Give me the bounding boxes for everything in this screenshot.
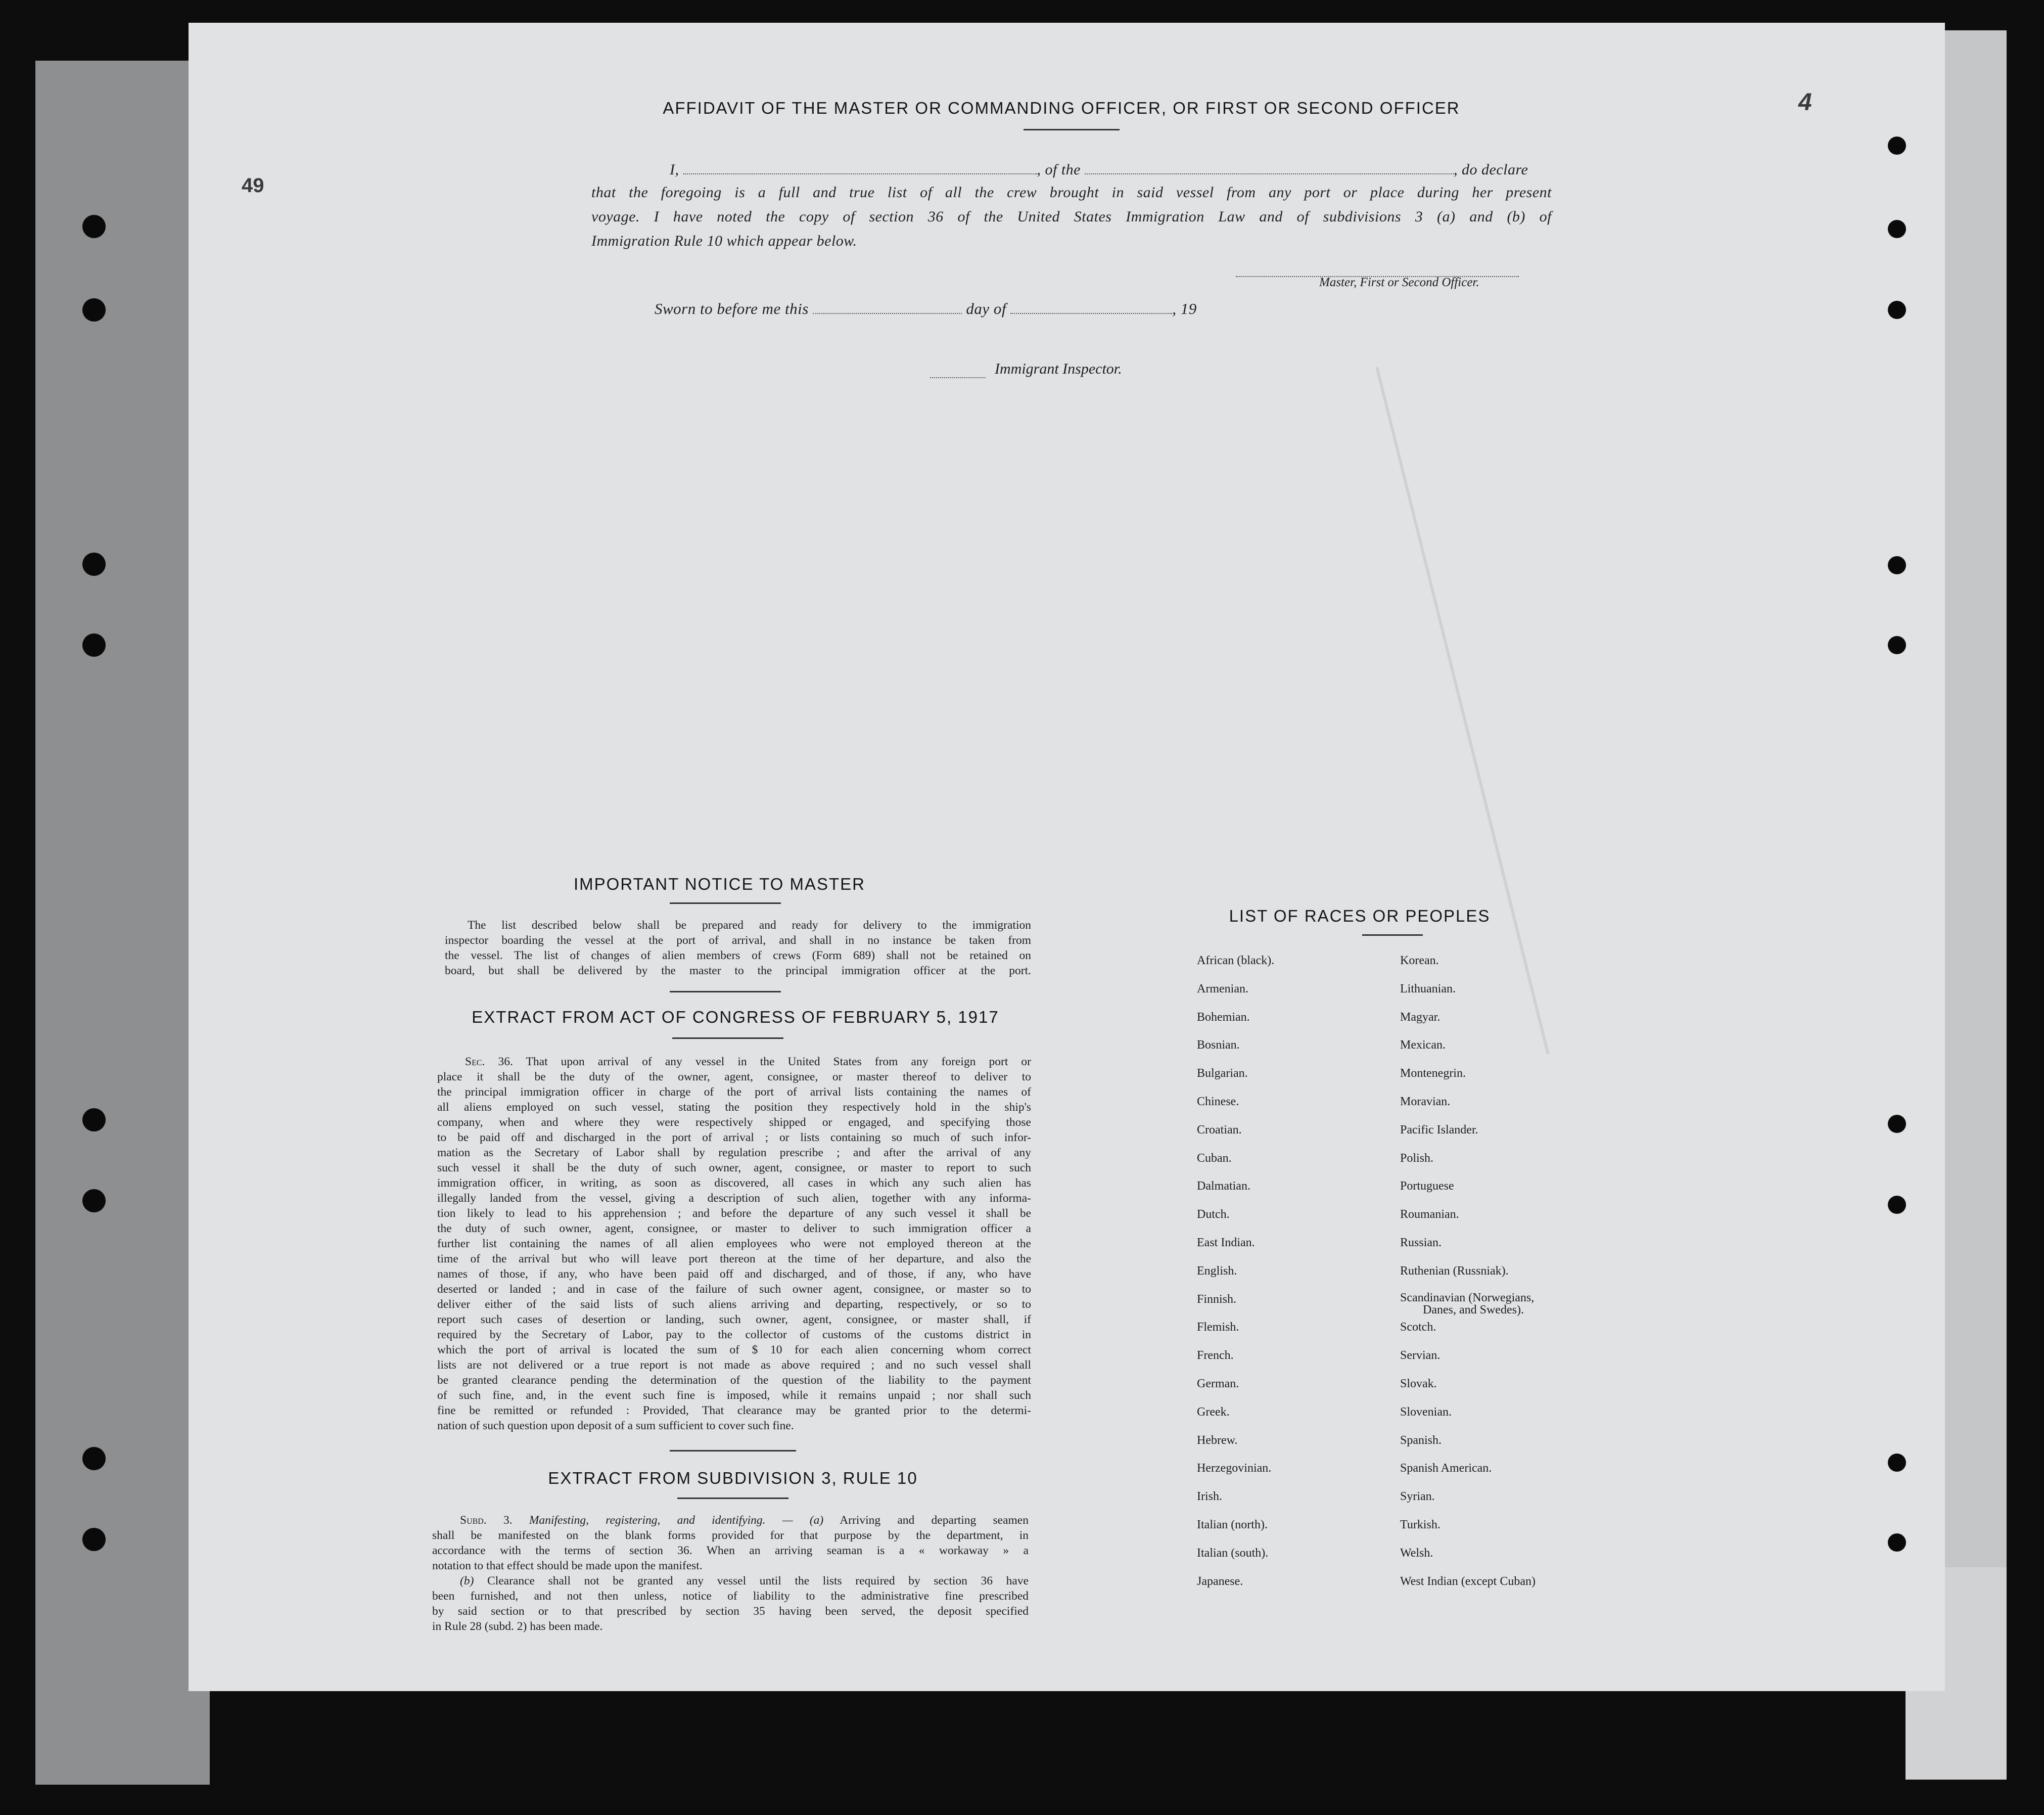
notice-line: inspector boarding the vessel at the port of arrival, and shall in no instance be taken from <box>445 934 1031 947</box>
act-line-first <box>437 1054 1031 1069</box>
act-line: immigration officer, in writing, as soon as discovered, all cases in which any such alien has <box>437 1176 1031 1190</box>
binder-hole <box>82 1447 106 1470</box>
page-number: 4 <box>1798 89 1812 116</box>
rule-line: Clearance shall not be granted any vessel until the lists required by section 36 have <box>487 1574 1029 1587</box>
affidavit-body-1: that the foregoing is a full and true list of all the crew brought in said vessel from any port or place during her present <box>591 184 1552 201</box>
act-line: further list containing the names of all alien employees who were not employed thereon at the <box>437 1237 1031 1250</box>
rule-line: by said section or to that prescribed by section 35 having been served, the deposit specified <box>432 1605 1029 1618</box>
race-item: African (black). <box>1197 954 1275 967</box>
race-item: Croatian. <box>1197 1123 1242 1137</box>
race-item: French. <box>1197 1349 1234 1363</box>
rule-heading-rule <box>677 1498 788 1499</box>
notice-line: the vessel. The list of changes of alien members of crews (Form 689) shall not be retained on <box>445 949 1031 962</box>
race-item: Magyar. <box>1400 1010 1441 1024</box>
sworn-year: , 19 <box>1172 300 1197 317</box>
race-item: Moravian. <box>1400 1095 1451 1108</box>
race-item-continuation: Danes, and Swedes). <box>1423 1303 1524 1317</box>
race-item: Turkish. <box>1400 1518 1441 1531</box>
rule-body <box>432 1513 1029 1634</box>
act-line: fine be remitted or refunded : Provided, That clearance may be granted prior to the determi- <box>437 1404 1031 1417</box>
act-heading: EXTRACT FROM ACT OF CONGRESS OF FEBRUARY 5, 1917 <box>472 1008 999 1026</box>
act-heading-rule <box>672 1037 783 1039</box>
race-item: Herzegovinian. <box>1197 1462 1272 1475</box>
binder-hole <box>82 1189 106 1212</box>
race-item: Ruthenian (Russniak). <box>1400 1264 1509 1278</box>
race-item: Flemish. <box>1197 1321 1239 1334</box>
act-line: required by the Secretary of Labor, pay to the collector of customs of the customs district in <box>437 1328 1031 1341</box>
b-label: (b) <box>460 1574 474 1587</box>
month-blank <box>1010 312 1172 314</box>
rule-line: shall be manifested on the blank forms provided for that purpose by the department, in <box>432 1529 1029 1542</box>
race-item: Bohemian. <box>1197 1010 1250 1024</box>
race-item: Roumanian. <box>1400 1208 1459 1221</box>
section-label: Sec. 36. <box>465 1055 513 1068</box>
act-separator-rule <box>670 1450 796 1451</box>
binder-hole <box>1888 301 1906 319</box>
race-item: Bosnian. <box>1197 1038 1240 1052</box>
bleed-through-handwriting <box>1375 306 1795 1055</box>
notice-body <box>445 918 1031 978</box>
notice-separator-rule <box>670 991 781 992</box>
affidavit-body-3: Immigration Rule 10 which appear below. <box>591 233 857 249</box>
rule-line-first <box>432 1513 1029 1528</box>
act-line: tion likely to lead to his apprehension ; and before the departure of any such vessel it shall be <box>437 1207 1031 1220</box>
race-item: Syrian. <box>1400 1490 1435 1504</box>
act-line: deliver either of the said lists of such aliens arriving and departing, respectively, or so to <box>437 1298 1031 1311</box>
name-blank <box>683 173 1037 174</box>
act-line: time of the arrival but who will leave port thereon at the time of her departure, and also the <box>437 1252 1031 1265</box>
race-item: Scandinavian (Norwegians, <box>1400 1291 1535 1304</box>
race-item: Lithuanian. <box>1400 982 1456 995</box>
act-line: illegally landed from the vessel, giving a description of such alien, together with any informa- <box>437 1192 1031 1205</box>
race-item: Mexican. <box>1400 1038 1446 1052</box>
race-item: English. <box>1197 1264 1237 1278</box>
affidavit-heading: AFFIDAVIT OF THE MASTER OR COMMANDING OFFICER, OR FIRST OR SECOND OFFICER <box>663 99 1460 117</box>
sworn-line <box>655 296 1261 322</box>
races-right-column <box>1400 953 1536 1602</box>
binder-hole <box>82 1528 106 1551</box>
sworn-day-of: day of <box>966 300 1006 317</box>
race-item: Russian. <box>1400 1236 1442 1249</box>
binder-hole <box>1888 1454 1906 1472</box>
act-line: That upon arrival of any vessel in the United States from any foreign port or <box>526 1055 1032 1068</box>
race-item: Japanese. <box>1197 1574 1243 1588</box>
affidavit-body-2: voyage. I have noted the copy of section 36 of the United States Immigration Law and of subdivisions 3 (a) and (b) of <box>591 208 1552 225</box>
act-line: nation of such question upon deposit of a sum sufficient to cover such fine. <box>437 1419 794 1432</box>
act-line: report such cases of desertion or landing, such owner, agent, consignee, or master shall, if <box>437 1313 1031 1326</box>
race-item: Italian (south). <box>1197 1546 1269 1560</box>
race-item: Korean. <box>1400 954 1439 967</box>
binder-hole <box>82 1108 106 1131</box>
race-item: Servian. <box>1400 1349 1441 1363</box>
race-item: East Indian. <box>1197 1236 1255 1249</box>
race-item: Slovak. <box>1400 1377 1437 1390</box>
rule-line: accordance with the terms of section 36. When an arriving seaman is a « workaway » a <box>432 1544 1029 1557</box>
subd-label: Subd. 3. <box>460 1514 513 1527</box>
binder-hole <box>82 633 106 657</box>
binder-hole <box>1888 1533 1906 1552</box>
race-item: Spanish. <box>1400 1433 1442 1447</box>
inspector-label: Immigrant Inspector. <box>995 360 1122 377</box>
race-item: West Indian (except Cuban) <box>1400 1574 1536 1588</box>
binder-hole <box>82 215 106 238</box>
notice-heading-rule <box>670 902 781 904</box>
act-line: lists are not delivered or a true report is not made as above required ; and no such vessel shall <box>437 1358 1031 1372</box>
inspector-signature-blank <box>930 377 986 378</box>
race-item: Pacific Islander. <box>1400 1123 1478 1137</box>
act-line: company, when and where they were respectively shipped or engaged, and specifying those <box>437 1116 1031 1129</box>
binder-hole <box>1888 137 1906 155</box>
binder-hole <box>1888 220 1906 238</box>
underlying-page-left <box>35 61 210 1785</box>
act-line: such vessel it shall be the duty of such owner, agent, consignee, or master to report to such <box>437 1161 1031 1174</box>
race-item: Dutch. <box>1197 1208 1230 1221</box>
notice-heading: IMPORTANT NOTICE TO MASTER <box>574 875 866 893</box>
rule-line-b <box>432 1573 1029 1589</box>
act-line: the principal immigration officer in charge of the port of arrival lists containing the names of <box>437 1085 1031 1099</box>
race-item: Chinese. <box>1197 1095 1239 1108</box>
signature-label: Master, First or Second Officer. <box>1319 276 1479 289</box>
race-item: German. <box>1197 1377 1239 1390</box>
notice-line: The list described below shall be prepared and ready for delivery to the immigration <box>468 919 1031 932</box>
races-heading: LIST OF RACES OR PEOPLES <box>1229 906 1491 925</box>
race-item: Irish. <box>1197 1490 1222 1504</box>
act-line: mation as the Secretary of Labor shall by regulation prescribe ; and after the arrival of any <box>437 1146 1031 1159</box>
race-item-scandinavian <box>1400 1292 1536 1320</box>
race-item: Cuban. <box>1197 1151 1232 1165</box>
left-margin-number: 49 <box>242 174 264 197</box>
race-item: Bulgarian. <box>1197 1067 1248 1080</box>
subd-title: Manifesting, registering, and identifying. — (a) <box>529 1514 824 1527</box>
race-item: Polish. <box>1400 1151 1434 1165</box>
affidavit-heading-rule <box>1024 129 1120 130</box>
race-item: Spanish American. <box>1400 1462 1492 1475</box>
act-line: place it shall be the duty of the owner, agent, consignee, or master thereof to deliver to <box>437 1070 1031 1083</box>
race-item: Finnish. <box>1197 1292 1237 1306</box>
vessel-blank <box>1085 173 1454 174</box>
affidavit-i: I, <box>670 161 679 178</box>
race-item: Montenegrin. <box>1400 1067 1466 1080</box>
race-item: Dalmatian. <box>1197 1179 1250 1193</box>
manifest-page <box>189 23 1945 1691</box>
binder-hole <box>1888 1115 1906 1133</box>
act-line: to be paid off and discharged in the port of arrival ; or lists containing so much of such infor- <box>437 1131 1031 1144</box>
affidavit-of-the: , of the <box>1037 161 1081 178</box>
rule-line: Arriving and departing seamen <box>840 1514 1029 1527</box>
race-item: Portuguese <box>1400 1179 1454 1193</box>
act-body <box>437 1054 1031 1433</box>
race-item: Slovenian. <box>1400 1405 1452 1419</box>
race-item: Armenian. <box>1197 982 1248 995</box>
binder-hole <box>82 553 106 576</box>
race-item: Scotch. <box>1400 1321 1436 1334</box>
race-item: Greek. <box>1197 1405 1230 1419</box>
rule-line: been furnished, and not then unless, notice of liability to the administrative fine prescribed <box>432 1590 1029 1603</box>
race-item: Welsh. <box>1400 1546 1433 1560</box>
races-heading-rule <box>1362 934 1423 936</box>
act-line: be granted clearance pending the determination of the question of the liability to the payment <box>437 1374 1031 1387</box>
affidavit-declare: , do declare <box>1454 161 1528 178</box>
binder-hole <box>1888 556 1906 574</box>
act-line: names of those, if any, who have been paid off and discharged, and of those, if any, who have <box>437 1267 1031 1281</box>
race-item: Hebrew. <box>1197 1433 1238 1447</box>
act-line: which the port of arrival is located the sum of $ 10 for each alien concerning whom correct <box>437 1343 1031 1356</box>
sworn-prefix: Sworn to before me this <box>655 300 809 317</box>
binder-hole <box>1888 636 1906 654</box>
races-left-column <box>1197 953 1274 1602</box>
act-line: the duty of such owner, agent, consignee, or master to deliver to such immigration officer a <box>437 1222 1031 1235</box>
notice-line: board, but shall be delivered by the master to the principal immigration officer at the port. <box>445 964 1031 977</box>
act-line: of such fine, and, in the event such fine is imposed, while it remains unpaid ; nor shall such <box>437 1389 1031 1402</box>
day-blank <box>813 312 962 314</box>
act-line: deserted or landed ; and in case of the failure of such owner agent, consignee, or master so to <box>437 1283 1031 1296</box>
rule-line: notation to that effect should be made upon the manifest. <box>432 1559 703 1572</box>
binder-hole <box>1888 1196 1906 1214</box>
rule-line: in Rule 28 (subd. 2) has been made. <box>432 1620 603 1633</box>
act-line: all aliens employed on such vessel, stating the position they respectively hold in the ship's <box>437 1101 1031 1114</box>
binder-hole <box>82 298 106 322</box>
rule-heading: EXTRACT FROM SUBDIVISION 3, RULE 10 <box>548 1469 918 1487</box>
race-item: Italian (north). <box>1197 1518 1268 1531</box>
